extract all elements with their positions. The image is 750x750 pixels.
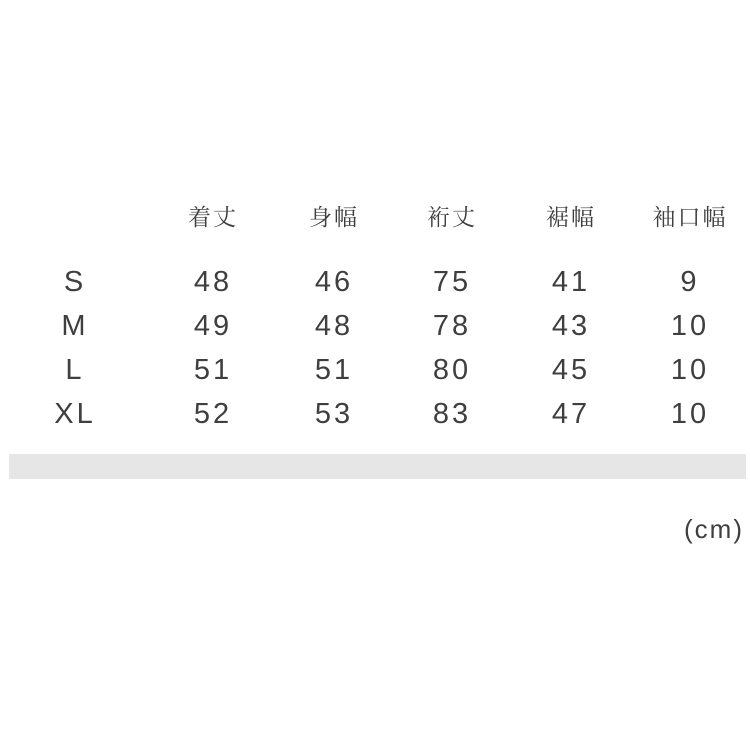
value-cell: 53 bbox=[314, 397, 354, 430]
value-cell: 51 bbox=[193, 353, 233, 386]
column-header-susohaba: 裾幅 bbox=[546, 203, 596, 230]
value-cell: 9 bbox=[680, 265, 700, 298]
value-cell: 10 bbox=[670, 397, 710, 430]
value-cell: 43 bbox=[551, 309, 591, 342]
table-row-l bbox=[0, 348, 750, 392]
column-header-sodeguchihaba: 袖口幅 bbox=[652, 203, 728, 230]
value-cell: 10 bbox=[670, 309, 710, 342]
size-label: S bbox=[63, 265, 87, 298]
value-cell: 45 bbox=[551, 353, 591, 386]
column-header-mihaba: 身幅 bbox=[309, 203, 359, 230]
column-header-yukitake: 裄丈 bbox=[427, 203, 477, 230]
value-cell: 52 bbox=[193, 397, 233, 430]
divider-bar bbox=[9, 454, 746, 479]
value-cell: 75 bbox=[432, 265, 472, 298]
unit-label: (cm) bbox=[684, 514, 744, 544]
value-cell: 46 bbox=[314, 265, 354, 298]
size-label: L bbox=[65, 353, 85, 386]
value-cell: 41 bbox=[551, 265, 591, 298]
value-cell: 49 bbox=[193, 309, 233, 342]
value-cell: 78 bbox=[432, 309, 472, 342]
value-cell: 51 bbox=[314, 353, 354, 386]
corner-cell bbox=[0, 195, 150, 235]
value-cell: 48 bbox=[314, 309, 354, 342]
spacer-row bbox=[0, 235, 750, 260]
value-cell: 83 bbox=[432, 397, 472, 430]
table-row-m bbox=[0, 304, 750, 348]
size-table bbox=[0, 195, 750, 436]
value-cell: 48 bbox=[193, 265, 233, 298]
table-row-xl bbox=[0, 392, 750, 436]
spacer-cell bbox=[0, 235, 750, 260]
value-cell: 80 bbox=[432, 353, 472, 386]
value-cell: 47 bbox=[551, 397, 591, 430]
table-header-row bbox=[0, 195, 750, 235]
size-label: M bbox=[61, 309, 89, 342]
column-header-chakutake: 着丈 bbox=[188, 203, 238, 230]
table-row-s bbox=[0, 260, 750, 304]
size-label: XL bbox=[54, 397, 96, 430]
value-cell: 10 bbox=[670, 353, 710, 386]
